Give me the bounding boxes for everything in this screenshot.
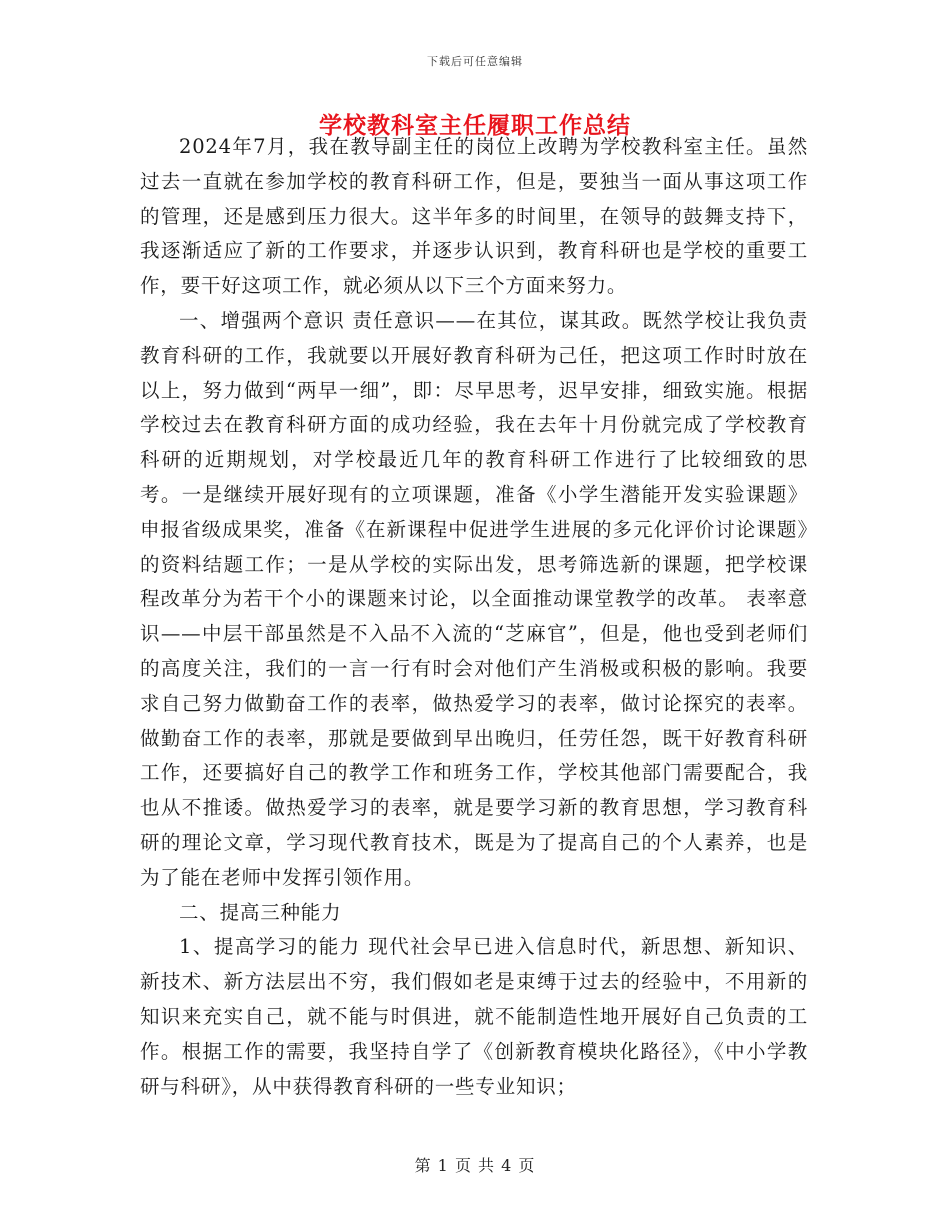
body-paragraph: 1、提高学习的能力 现代社会早已进入信息时代，新思想、新知识、新技术、新方法层出不穷，我们假如老是束缚于过去的经验中，不用新的知识来充实自己，就不能与时俱进，就不能制造性地开展好自己负责的工作。根据工作的需要，我坚持自学了《创新教育模块化路径》，《中小学教研与科研》，从中获得教育科研的一些专业知识； — [140, 935, 808, 1098]
document-body — [140, 130, 808, 1104]
page-number: 第 1 页 共 4 页 — [414, 1156, 536, 1175]
body-paragraph: 一、增强两个意识 责任意识——在其位，谋其政。既然学校让我负责教育科研的工作，我就要以开展好教育科研为己任，把这项工作时时放在以上，努力做到“两早一细”，即：尽早思考，迟早安排，细致实施。根据学校过去在教育科研方面的成功经验，我在去年十月份就完成了学校教育科研的近期规划，对学校最近几年的教育科研工作进行了比较细致的思考。一是继续开展好现有的立项课题，准备《小学生潜能开发实验课题》申报省级成果奖，准备《在新课程中促进学生进展的多元化评价讨论课题》的资料结题工作；一是从学校的实际出发，思考筛选新的课题，把学校课程改革分为若干个小的课题来讨论，以全面推动课堂教学的改革。 表率意识——中层干部虽然是不入品不入流的“芝麻官”，但是，他也受到老师们的高度关注，我们的一言一行有时会对他们产生消极或积极的影响。我要求自己努力做勤奋工作的表率，做热爱学习的表率，做讨论探究的表率。做勤奋工作的表率，那就是要做到早出晚归，任劳任怨，既干好教育科研工作，还要搞好自己的教学工作和班务工作，学校其他部门需要配合，我也从不推诿。做热爱学习的表率，就是要学习新的教育思想，学习教育科研的理论文章，学习现代教育技术，既是为了提高自己的个人素养，也是为了能在老师中发挥引领作用。 — [140, 308, 808, 889]
section-heading: 二、提高三种能力 — [179, 900, 342, 924]
body-paragraph: 2024年7月，我在教导副主任的岗位上改聘为学校教科室主任。虽然过去一直就在参加学校的教育科研工作，但是，要独当一面从事这项工作的管理，还是感到压力很大。这半年多的时间里，在领导的鼓舞支持下，我逐渐适应了新的工作要求，并逐步认识到，教育科研也是学校的重要工作，要干好这项工作，就必须从以下三个方面来努力。 — [140, 135, 808, 298]
header-note: 下载后可任意编辑 — [427, 55, 523, 68]
document-title: 学校教科室主任履职工作总结 — [319, 112, 631, 139]
